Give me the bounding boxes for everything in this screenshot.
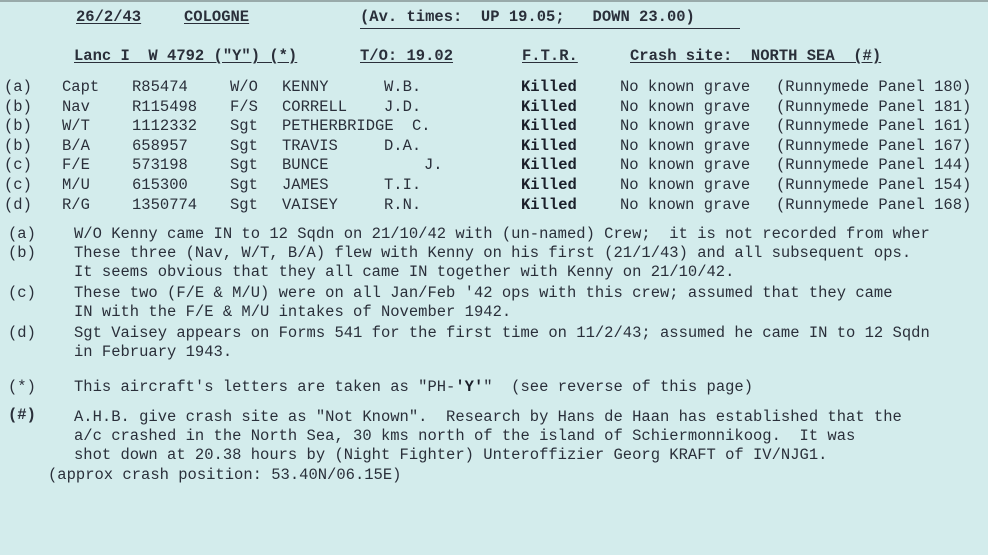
note-line: IN with the F/E & M/U intakes of November 1942. — [74, 303, 512, 321]
crew-name: CORRELL — [282, 97, 348, 116]
hash-note-label: (#) — [8, 406, 36, 424]
crew-grave: No known grave — [620, 176, 751, 194]
crew-grave: No known grave — [620, 117, 751, 136]
aircraft-heading: Lanc I W 4792 ("Y") (*) — [74, 47, 298, 65]
crew-number: 1112332 — [132, 117, 198, 136]
crew-note: (d) — [4, 195, 32, 214]
crash-position: (approx crash position: 53.40N/06.15E) — [48, 466, 402, 484]
crew-note: (b) — [4, 136, 32, 155]
crew-role: R/G — [62, 195, 90, 214]
crew-initials: J.D. — [384, 97, 422, 116]
crew-rank: W/O — [230, 78, 258, 96]
crew-grave: No known grave — [620, 97, 751, 116]
crew-note: (c) — [4, 176, 32, 194]
crew-number: R85474 — [132, 78, 188, 96]
crew-initials: W.B. — [384, 78, 422, 96]
note-line: W/O Kenny came IN to 12 Sqdn on 21/10/42 with (un-named) Crew; it is not recorded from wher — [74, 225, 930, 243]
note-line: It seems obvious that they all came IN together with Kenny on 21/10/42. — [74, 263, 735, 281]
date-heading: 26/2/43 — [76, 8, 142, 26]
crew-memorial: (Runnymede Panel 154) — [776, 176, 972, 194]
note-label: (b) — [8, 244, 36, 262]
crew-name: JAMES — [282, 176, 329, 194]
crew-memorial: (Runnymede Panel 161) — [776, 117, 972, 136]
crew-role: Capt — [62, 78, 100, 96]
target-heading: COLOGNE — [184, 8, 250, 26]
crew-rank: Sgt — [230, 156, 258, 175]
star-note-label: (*) — [8, 378, 36, 396]
crew-role: W/T — [62, 117, 90, 136]
crew-grave: No known grave — [620, 78, 751, 96]
crew-name: BUNCE — [282, 156, 329, 175]
crew-initials: C. — [412, 117, 431, 136]
crew-role: F/E — [62, 156, 90, 175]
crew-name: KENNY — [282, 78, 329, 96]
crew-rank: Sgt — [230, 117, 258, 136]
crew-initials: T.I. — [384, 176, 422, 194]
crew-note: (b) — [4, 117, 32, 136]
crew-grave: No known grave — [620, 156, 751, 175]
hash-note-line: shot down at 20.38 hours by (Night Fighter) Unteroffizier Georg KRAFT of IV/NJG1. — [74, 446, 828, 464]
ftr-heading: F.T.R. — [522, 47, 578, 65]
crew-status: Killed — [521, 176, 577, 194]
crew-role: M/U — [62, 176, 90, 194]
crew-memorial: (Runnymede Panel 168) — [776, 195, 972, 214]
crew-note: (b) — [4, 97, 32, 116]
crash-site-heading: Crash site: NORTH SEA (#) — [630, 47, 882, 65]
crew-number: R115498 — [132, 97, 198, 116]
av-times-underline — [360, 28, 740, 29]
top-rule — [0, 0, 988, 2]
crew-status: Killed — [521, 97, 577, 116]
crew-status: Killed — [521, 78, 577, 96]
note-label: (c) — [8, 284, 36, 302]
note-line: These two (F/E & M/U) were on all Jan/Feb '42 ops with this crew; assumed that they came — [74, 284, 893, 302]
crew-initials: D.A. — [384, 136, 422, 155]
crew-number: 615300 — [132, 176, 188, 194]
crew-rank: Sgt — [230, 176, 258, 194]
crew-status: Killed — [521, 117, 577, 136]
crew-memorial: (Runnymede Panel 167) — [776, 136, 972, 155]
crew-grave: No known grave — [620, 136, 751, 155]
crew-status: Killed — [521, 156, 577, 175]
star-note-text: This aircraft's letters are taken as "PH-'Y'" (see reverse of this page) — [74, 378, 754, 396]
average-times: (Av. times: UP 19.05; DOWN 23.00) — [360, 8, 695, 26]
note-line: in February 1943. — [74, 343, 233, 361]
crew-role: Nav — [62, 97, 90, 116]
crew-memorial: (Runnymede Panel 180) — [776, 78, 972, 96]
crew-initials: R.N. — [384, 195, 422, 214]
note-line: These three (Nav, W/T, B/A) flew with Kenny on his first (21/1/43) and all subsequent ops. — [74, 244, 912, 262]
crew-name: TRAVIS — [282, 136, 338, 155]
note-label: (a) — [8, 225, 36, 243]
crew-rank: Sgt — [230, 195, 258, 214]
crew-status: Killed — [521, 195, 577, 214]
crew-name: VAISEY — [282, 195, 338, 214]
crew-note: (c) — [4, 156, 32, 175]
crew-memorial: (Runnymede Panel 144) — [776, 156, 972, 175]
crew-memorial: (Runnymede Panel 181) — [776, 97, 972, 116]
crew-grave: No known grave — [620, 195, 751, 214]
note-label: (d) — [8, 324, 36, 342]
crew-role: B/A — [62, 136, 90, 155]
crew-number: 1350774 — [132, 195, 198, 214]
hash-note-line: a/c crashed in the North Sea, 30 kms north of the island of Schiermonnikoog. It was — [74, 427, 856, 445]
crew-rank: F/S — [230, 97, 258, 116]
crew-note: (a) — [4, 78, 32, 96]
note-line: Sgt Vaisey appears on Forms 541 for the first time on 11/2/43; assumed he came IN to 12 Sqdn — [74, 324, 930, 342]
crew-rank: Sgt — [230, 136, 258, 155]
crew-name: PETHERBRIDGE — [282, 117, 394, 136]
crew-number: 658957 — [132, 136, 188, 155]
crew-initials: J. — [424, 156, 443, 175]
crew-number: 573198 — [132, 156, 188, 175]
hash-note-line: A.H.B. give crash site as "Not Known". Research by Hans de Haan has established that the — [74, 408, 902, 426]
crew-status: Killed — [521, 136, 577, 155]
takeoff-time: T/O: 19.02 — [360, 47, 454, 65]
